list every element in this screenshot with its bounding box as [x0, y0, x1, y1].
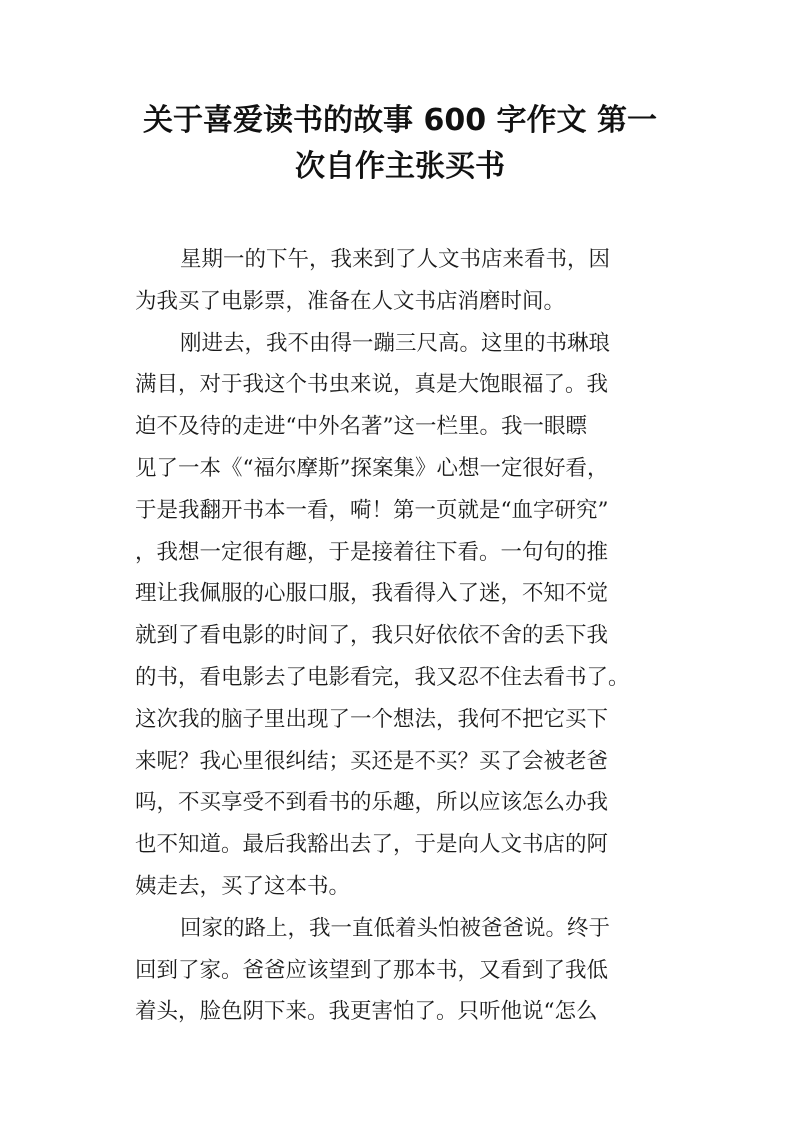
title-line-2: 次自作主张买书 [295, 149, 505, 184]
text-line: 于是我翻开书本一看，嗬！第一页就是“血字研究” [135, 497, 609, 523]
text-line: 来呢？我心里很纠结；买还是不买？买了会被老爸 [135, 748, 609, 774]
text-line: ，我想一定很有趣，于是接着往下看。一句句的推 [135, 539, 609, 565]
text-line: 也不知道。最后我豁出去了，于是向人文书店的阿 [135, 832, 609, 858]
text-line: 着头，脸色阴下来。我更害怕了。只听他说“怎么 [135, 999, 598, 1025]
text-line: 回家的路上，我一直低着头怕被爸爸说。终于 [180, 915, 611, 941]
text-line: 为我买了电影票，准备在人文书店消磨时间。 [135, 288, 566, 314]
text-line: 迫不及待的走进“中外名著”这一栏里。我一眼瞟 [135, 414, 587, 440]
text-line: 姨走去，买了这本书。 [135, 873, 351, 899]
text-line: 的书，看电影去了电影看完，我又忍不住去看书了。 [135, 664, 630, 690]
text-line: 刚进去，我不由得一蹦三尺高。这里的书琳琅 [180, 330, 611, 356]
text-line: 这次我的脑子里出现了一个想法，我何不把它买下 [135, 706, 609, 732]
document-body [135, 239, 675, 1033]
text-line: 见了一本《“福尔摩斯”探案集》心想一定很好看， [135, 455, 609, 481]
title-line-1: 关于喜爱读书的故事 600 字作文 第一 [143, 103, 657, 138]
document-title [110, 98, 690, 190]
text-line: 吗，不买享受不到看书的乐趣，所以应该怎么办我 [135, 790, 609, 816]
text-line: 理让我佩服的心服口服，我看得入了迷，不知不觉 [135, 581, 609, 607]
text-line: 星期一的下午，我来到了人文书店来看书，因 [180, 247, 611, 272]
text-line: 回到了家。爸爸应该望到了那本书，又看到了我低 [135, 957, 609, 983]
text-line: 就到了看电影的时间了，我只好依依不舍的丢下我 [135, 623, 609, 649]
text-line: 满目，对于我这个书虫来说，真是大饱眼福了。我 [135, 372, 609, 398]
